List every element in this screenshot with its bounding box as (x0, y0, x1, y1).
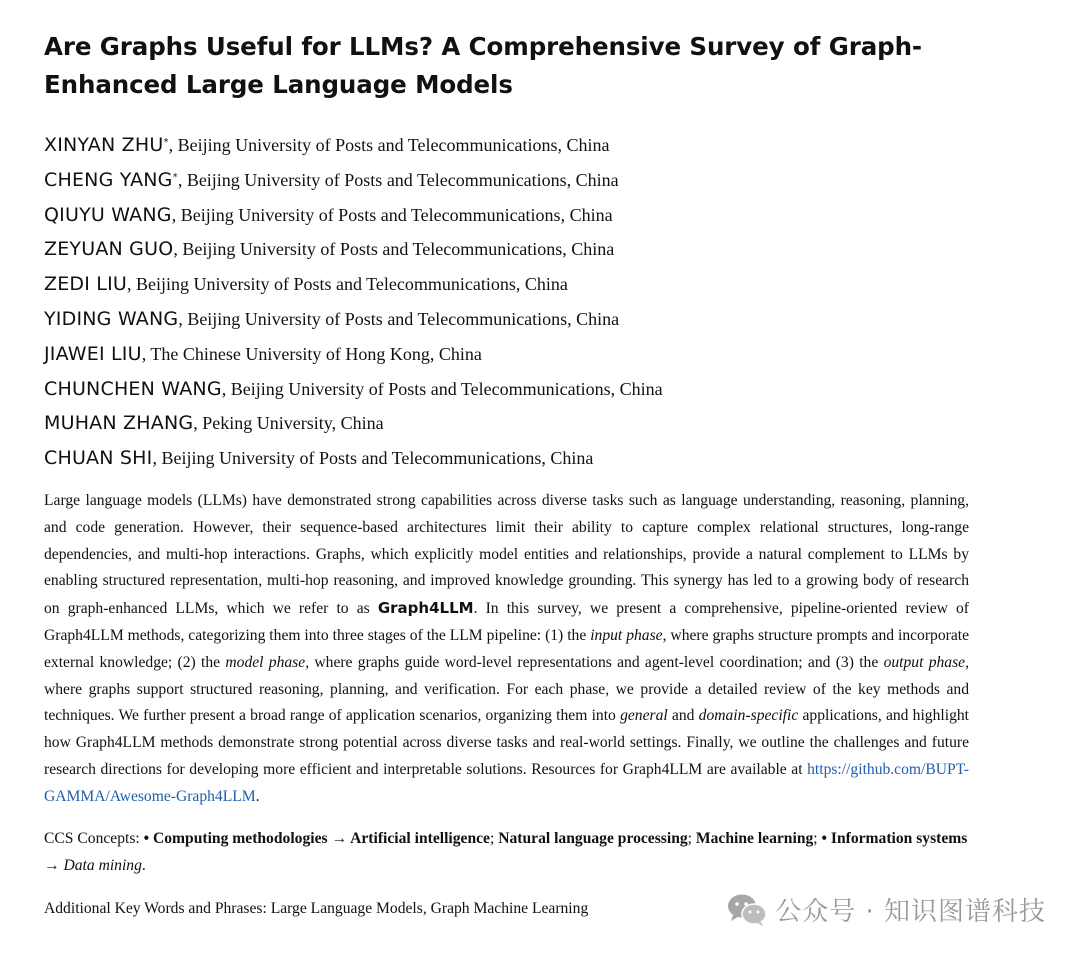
watermark (727, 891, 1046, 928)
author-name: QIUYU WANG (44, 203, 172, 226)
author-name: MUHAN ZHANG (44, 412, 194, 435)
resources-link[interactable]: https://github.com/BUPT-GAMMA/Awesome-Graph4LLM (44, 760, 969, 805)
author-line (44, 232, 969, 267)
author-name: ZEDI LIU (44, 273, 127, 296)
wechat-icon (727, 893, 767, 927)
author-affiliation: , Beijing University of Posts and Telecommunications, China (168, 135, 610, 155)
author-affiliation: , The Chinese University of Hong Kong, China (141, 343, 482, 364)
equal-contribution-mark: * (172, 171, 178, 183)
author-affiliation: , Beijing University of Posts and Telecommunications, China (152, 448, 594, 469)
author-line (44, 372, 969, 407)
watermark-text: 公众号 · 知识图谱科技 (775, 897, 1046, 927)
author-line (44, 337, 969, 372)
author-line (44, 267, 969, 302)
abstract: Large language models (LLMs) have demonstrated strong capabilities across diverse tasks such as language understanding, reasoning, planning, and code generation. However, their sequence-based architectures limit their ability to capture complex relational structures, long-range dependencies, and multi-hop interactions. Graphs, which explicitly model entities and relationships, provide a natural complement to LLMs by enabling structured representation, multi-hop reasoning, and improved knowledge grounding. This synergy has led to a growing body of research on graph-enhanced LLMs, which we refer to as Graph4LLM. In this survey, we present a comprehensive, pipeline-oriented review of Graph4LLM methods, categorizing them into three stages of the LLM pipeline: (1) the input phase, where graphs structure prompts and incorporate external knowledge; (2) the model phase, where graphs guide word-level representations and agent-level coordination; and (3) the output phase, where graphs support structured reasoning, planning, and verification. For each phase, we provide a detailed review of the key methods and techniques. We further present a broad range of application scenarios, organizing them into general and domain-specific applications, and highlight how Graph4LLM methods demonstrate strong potential across diverse tasks and real-world settings. Finally, we outline the challenges and future research directions for developing more efficient and interpretable solutions. Resources for Graph4LLM are available at https://github.com/BUPT-GAMMA/Awesome-Graph4LLM. (44, 491, 969, 805)
author-affiliation: , Beijing University of Posts and Telecommunications, China (221, 378, 663, 399)
author-name: CHENG YANG* (44, 168, 178, 191)
author-line (44, 163, 969, 198)
author-list (44, 128, 969, 476)
author-line (44, 406, 969, 441)
paper-title: Are Graphs Useful for LLMs? A Comprehensive Survey of Graph-Enhanced Large Language Models (44, 32, 922, 99)
author-affiliation: , Beijing University of Posts and Telecommunications, China (173, 239, 615, 260)
author-name: YIDING WANG (44, 307, 179, 330)
author-name: CHUNCHEN WANG (44, 377, 222, 400)
author-line (44, 128, 969, 163)
author-affiliation: , Beijing University of Posts and Telecommunications, China (178, 308, 620, 329)
paper-page (44, 28, 969, 938)
author-name: ZEYUAN GUO (44, 238, 174, 261)
author-name: JIAWEI LIU (44, 342, 142, 365)
ccs-concepts: CCS Concepts: • Computing methodologies → Artificial intelligence; Natural language processing; Machine learning; • Information systems → Data mining. (44, 830, 968, 874)
author-name: XINYAN ZHU* (44, 134, 169, 156)
author-line (44, 441, 969, 476)
author-affiliation: , Beijing University of Posts and Telecommunications, China (171, 204, 613, 225)
equal-contribution-mark: * (163, 137, 169, 148)
author-affiliation: , Beijing University of Posts and Telecommunications, China (127, 274, 568, 295)
additional-keywords: Additional Key Words and Phrases: Large Language Models, Graph Machine Learning (44, 899, 589, 917)
author-name: CHUAN SHI (44, 447, 153, 470)
author-affiliation: , Beijing University of Posts and Telecommunications, China (177, 169, 619, 190)
author-line (44, 198, 969, 233)
author-affiliation: , Peking University, China (193, 413, 384, 434)
author-line (44, 302, 969, 337)
graph4llm-term: Graph4LLM (377, 599, 474, 618)
